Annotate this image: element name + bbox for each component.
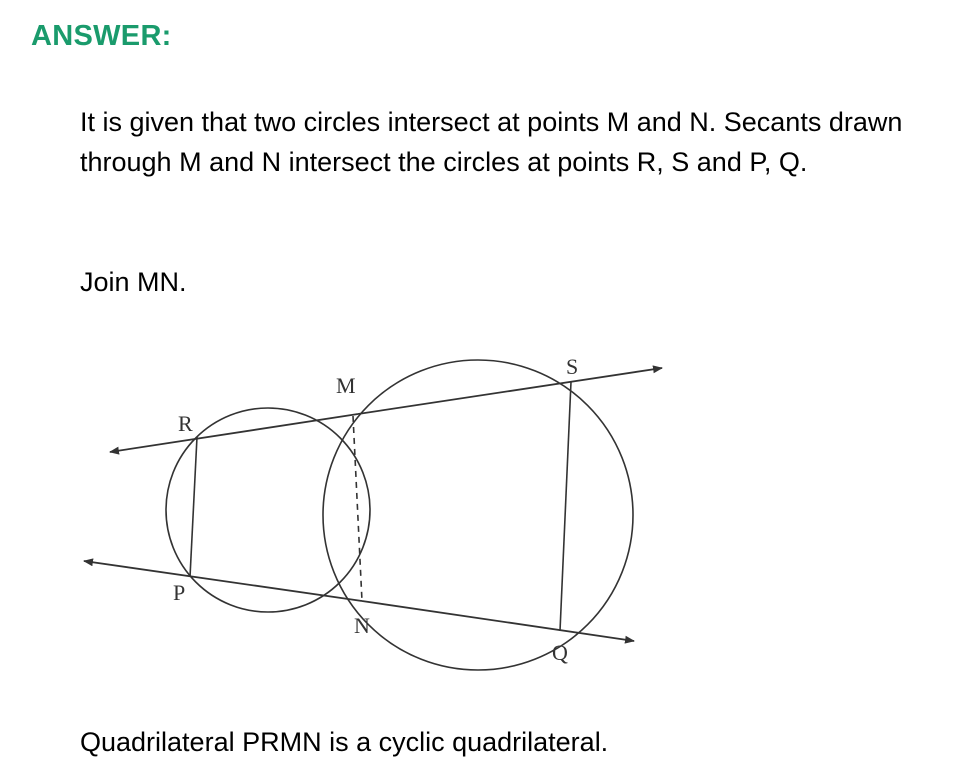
chord-mn-dashed (353, 416, 362, 601)
label-m: M (336, 373, 356, 398)
join-paragraph: Join MN. (80, 267, 187, 297)
chord-sq (560, 382, 571, 631)
lower-secant-right-arrow (362, 601, 634, 641)
answer-heading: ANSWER: (31, 20, 172, 52)
label-r: R (178, 411, 193, 436)
upper-secant-left-arrow (110, 414, 358, 452)
label-s: S (566, 354, 579, 379)
lower-secant-left-arrow (84, 561, 362, 601)
label-n: N (354, 613, 370, 638)
chord-rp (190, 437, 197, 577)
label-p: P (173, 580, 186, 605)
conclusion-paragraph: Quadrilateral PRMN is a cyclic quadrilateral. (80, 727, 609, 757)
upper-secant-right-arrow (358, 368, 662, 414)
label-q: Q (552, 640, 568, 665)
given-paragraph: It is given that two circles intersect at points M and N. Secants drawn through M and N intersect the circles at points R, S and P, Q. (80, 107, 903, 177)
